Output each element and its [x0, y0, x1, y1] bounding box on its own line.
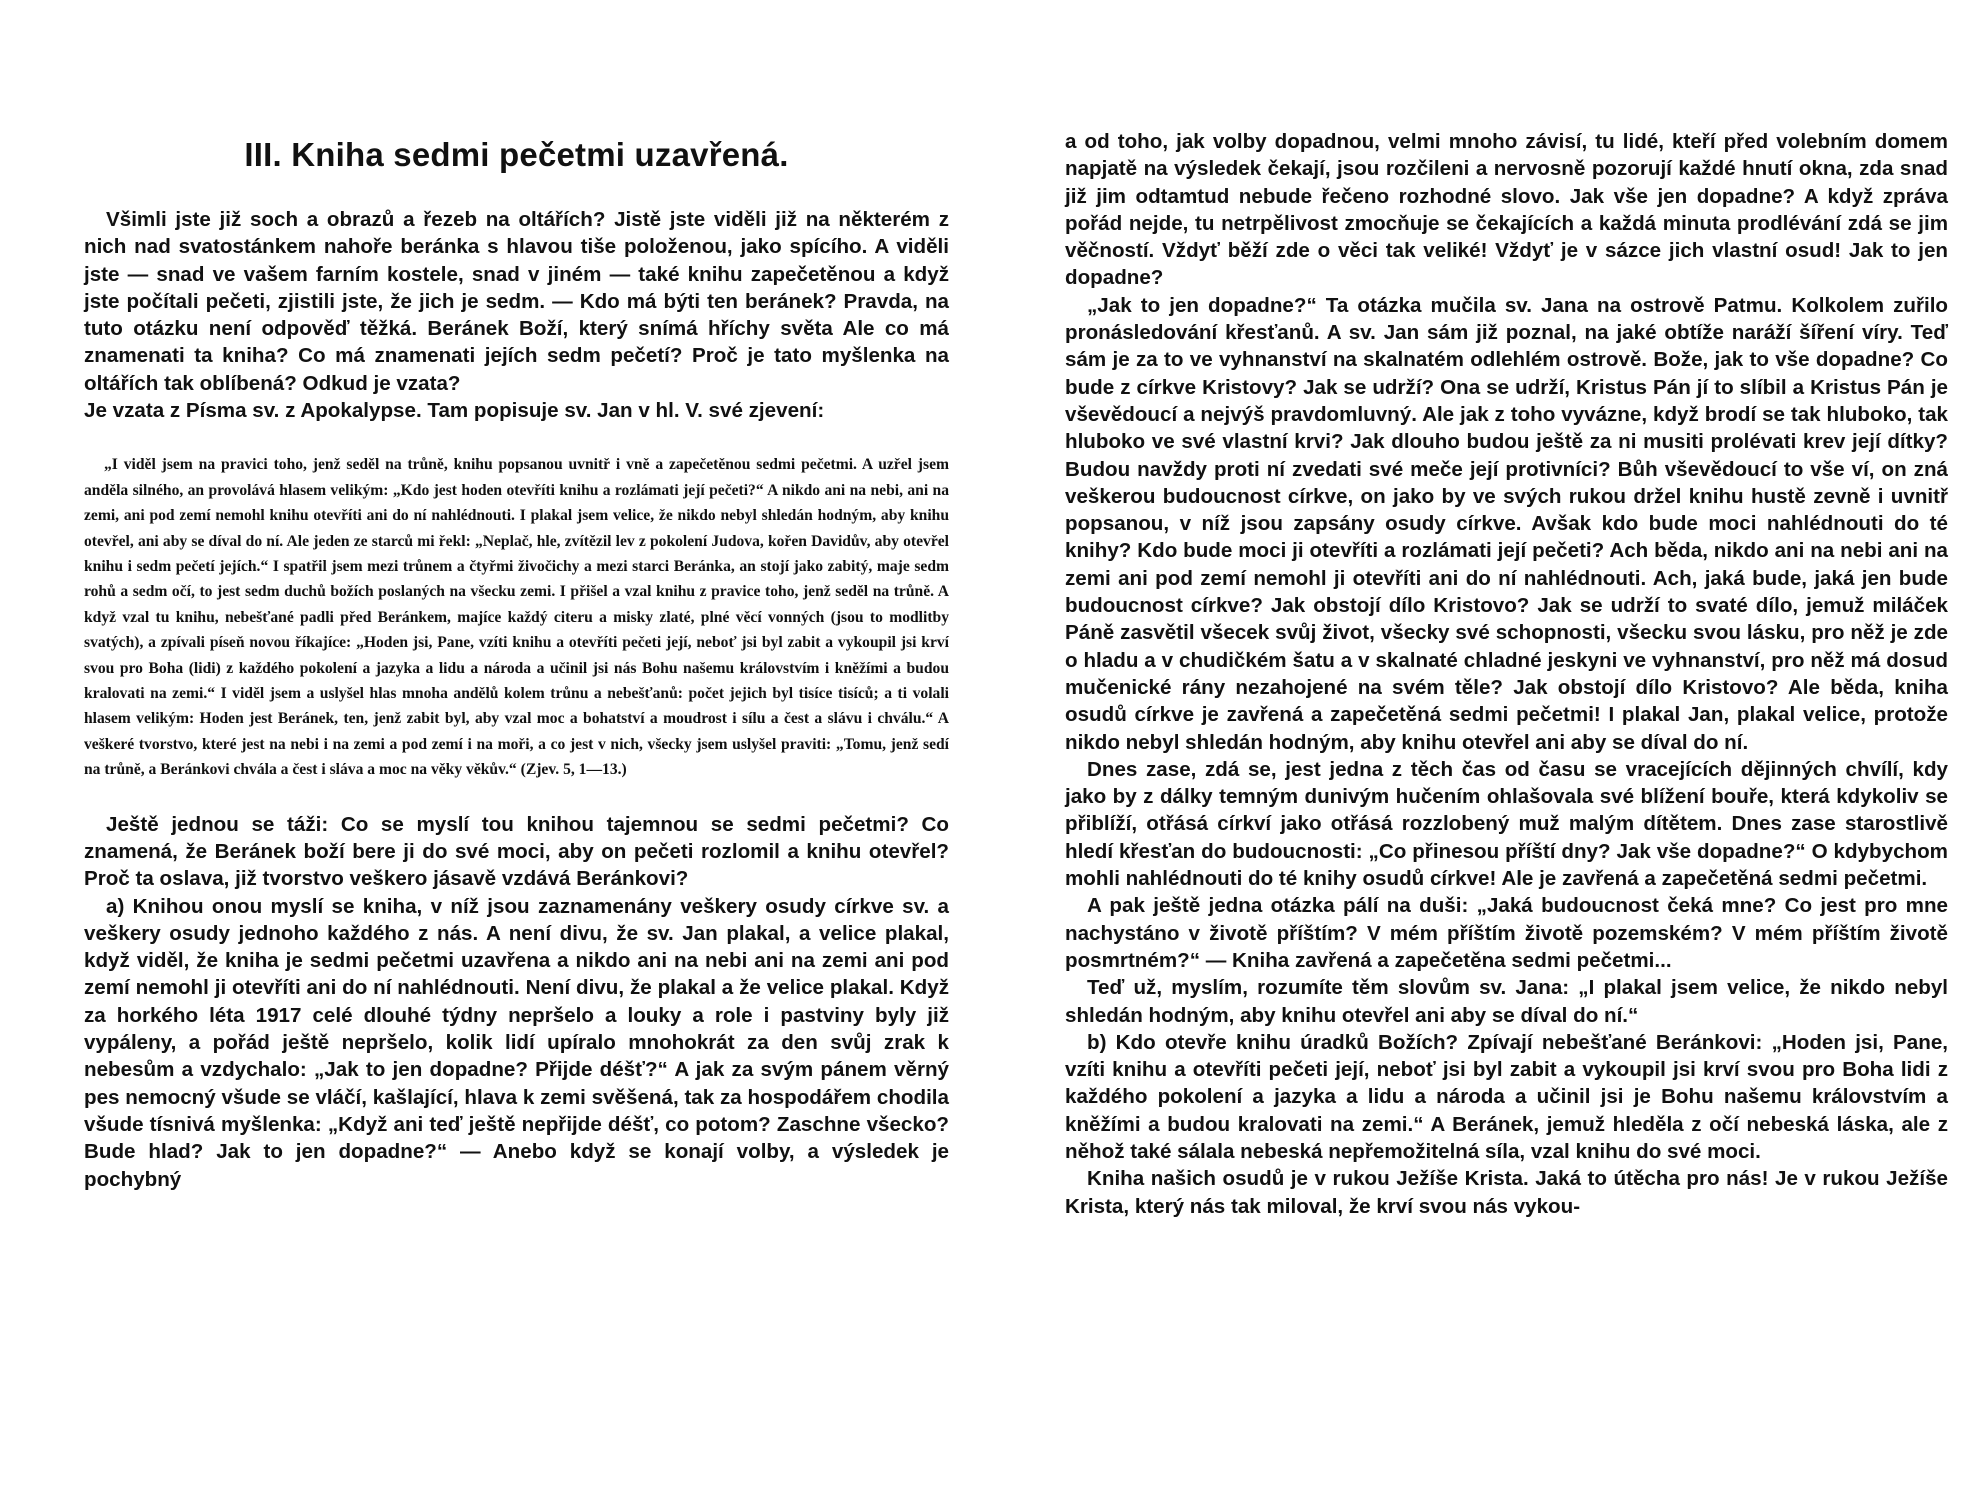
chapter-title: III. Kniha sedmi pečetmi uzavřená. [244, 136, 789, 173]
right-body [1065, 128, 1948, 1220]
left-body-bottom [84, 811, 949, 1193]
paragraph: Ještě jednou se táži: Co se myslí tou knihou tajemnou se sedmi pečetmi? Co znamená, že Beránek boží bere ji do své moci, aby on pečeti rozlomil a knihu otevřel? Proč ta oslava, již tvorstvo veškero jásavě vzdává Beránkovi? [84, 812, 949, 891]
paragraph: a od toho, jak volby dopadnou, velmi mnoho závisí, tu lidé, kteří před volebním domem napjatě na výsledek čekají, jsou rozčileni a nervosně pozorují každé hnutí okna, zda snad již jim odtamtud nebude řečeno rozhodné slovo. Jak vše jen dopadne? A když zpráva pořád nejde, tu netrpělivost zmocňuje se čekajících a každá minuta prodlévání zdá se jim věčností. Vždyť běží zde o věci tak veliké! Vždyť je v sázce jich vlastní osud! Jak to jen dopadne? [1065, 130, 1948, 290]
right-page [989, 0, 1978, 1500]
left-body-top [84, 206, 949, 424]
paragraph: a) Knihou onou myslí se kniha, v níž jsou zaznamenány veškery osudy církve sv. a veškery osudy jednoho každého z nás. A není divu, že sv. Jan plakal, a velice plakal, když viděl, že kniha je sedmi pečetmi uzavřena a nikdo ani na nebi ani na zemi ani pod zemí nemohl ji otevříti ani do ní nahlédnouti. Není divu, že plakal a že velice plakal. Když za horkého léta 1917 celé dlouhé týdny nepršelo a louky a role i pastviny byly již vypáleny, a pořád ještě nepršelo, kolik lidí upíralo mnohokrát za den svůj zrak k nebesům a vzdychalo: „Jak to jen dopadne? Přijde déšť?“ A jak za svým pánem věrný pes nemocný všude se vláčí, kašlající, hlava k zemi svěšená, tak za hospodářem chodila všude tísnivá myšlenka: „Když ani teď ještě nepřijde déšť, co potom? Zaschne všecko? Bude hlad? Jak to jen dopadne?“ — Anebo když se konají volby, a výsledek je pochybný [84, 894, 949, 1191]
paragraph: Je vzata z Písma sv. z Apokalypse. Tam popisuje sv. Jan v hl. V. své zjevení: [84, 399, 825, 423]
paragraph: b) Kdo otevře knihu úradků Božích? Zpívají nebešťané Beránkovi: „Hoden jsi, Pane, vzíti knihu a otevříti pečeti její, neboť jsi byl zabit a vykoupil jsi krví svou pro Boha lidi z každého pokolení a jazyka a lidu a národa a učinil jsi je Bohu našemu královstvím a kněžími a budou kralovati na zemi.“ A Beránek, jemuž hleděla z očí nebeská láska, ale z něhož také sálala nebeská nepřemožitelná síla, vzal knihu do své moci. [1065, 1030, 1948, 1163]
paragraph: Všimli jste již soch a obrazů a řezeb na oltářích? Jistě jste viděli již na některém z nich nad svatostánkem nahoře beránka s hlavou tiše položenou, jako spícího. A viděli jste — snad ve vašem farním kostele, snad v jiném — také knihu zapečetěnou a když jste počítali pečeti, zjistili jste, že jich je sedm. — Kdo má býti ten beránek? Pravda, na tuto otázku není odpověď těžká. Beránek Boží, který snímá hříchy světa Ale co má znamenati ta kniha? Co má znamenati jejích sedm pečetí? Proč je tato myšlenka na oltářích tak oblíbená? Odkud je vzata? [84, 208, 949, 395]
paragraph: Kniha našich osudů je v rukou Ježíše Krista. Jaká to útěcha pro nás! Je v rukou Ježíše Krista, který nás tak miloval, že krví svou nás vykou- [1065, 1167, 1948, 1218]
paragraph: „Jak to jen dopadne?“ Ta otázka mučila sv. Jana na ostrově Patmu. Kolkolem zuřilo pronásledování křesťanů. A sv. Jan sám již poznal, na jaké obtíže naráží šíření víry. Teď sám je za to ve vyhnanství na skalnatém odlehlém ostrově. Bože, jak to vše dopadne? Co bude z církve Kristovy? Jak se udrží? Ona se udrží, Kristus Pán jí to slíbil a Kristus Pán je vševědoucí a nejvýš pravdomluvný. Ale jak z toho vyvázne, když brodí se tak hluboko, tak hluboko ve své vlastní krvi? Jak dlouho budou ještě za ni musiti prolévati krev její dítky? Budou navždy proti ní zvedati své meče její protivníci? Bůh vševědoucí to vše ví, on zná veškerou budoucnost církve, on jako by ve svých rukou držel knihu hustě zevně i uvnitř popsanou, v níž jsou zapsány osudy církve. Avšak kdo bude moci nahlédnouti do té knihy? Kdo bude moci ji otevříti a rozlámati její pečeti? Ach běda, nikdo ani na nebi ani na zemi ani pod zemí nemohl ji otevříti ani do ní nahlédnouti. Ach, jaká bude, jaká jen bude budoucnost církve? Jak obstojí dílo Kristovo? Jak se udrží to svaté dílo, jemuž miláček Páně zasvětil všecek svůj život, všecky své schopnosti, všecku svou lásku, pro něž je zde o hladu a v chudičkém šatu a v skalnaté chladné jeskyni ve vyhnanství, pro něž má dosud mučenické rány nezahojené na svém těle? Jak obstojí dílo Kristovo? Ale běda, kniha osudů církve je zavřená a zapečetěná sedmi pečetmi! I plakal Jan, plakal velice, protože nikdo nebyl shledán hodným, aby knihu otevřel ani aby se díval do ní. [1065, 293, 1948, 754]
paragraph: Dnes zase, zdá se, jest jedna z těch čas od času se vracejících dějinných chvílí, kdy jako by z dálky temným dunivým hučením ohlašovala své blížení bouře, která kdykoliv se přiblíží, otřásá církví jako otřásá rozzlobený muž malým dítětem. Dnes zase starostlivě hledí křesťan do budoucnosti: „Co přinesou příští dny? Jak vše dopadne?“ O kdybychom mohli nahlédnouti do té knihy osudů církve! Ale je zavřená a zapečetěná sedmi pečetmi. [1065, 757, 1948, 891]
paragraph: A pak ještě jedna otázka pálí na duši: „Jaká budoucnost čeká mne? Co jest pro mne nachystáno v životě příštím? V mém příštím životě pozemském? V mém příštím životě posmrtném?“ — Kniha zavřená a zapečetěna sedmi pečetmi... [1065, 894, 1948, 972]
paragraph: Teď už, myslím, rozumíte těm slovům sv. Jana: „I plakal jsem velice, že nikdo nebyl shledán hodným, aby knihu otevřel ani aby se díval do ní.“ [1065, 976, 1948, 1027]
scripture-quote: „I viděl jsem na pravici toho, jenž seděl na trůně, knihu popsanou uvnitř i vně a zapečetěnou sedmi pečetmi. A uzřel jsem anděla silného, an provolává hlasem velikým: „Kdo jest hoden otevříti knihu a rozlámati její pečeti?“ A nikdo ani na nebi, ani na zemi, ani pod zemí nemohl knihu otevříti ani do ní nahlédnouti. I plakal jsem velice, že nikdo nebyl shledán hodným, aby knihu otevřel, ani aby se díval do ní. Ale jeden ze starců mi řekl: „Neplač, hle, zvítězil lev z pokolení Judova, kořen Davidův, aby otevřel knihu i sedm pečetí jejích.“ I spatřil jsem mezi trůnem a čtyřmi živočichy a mezi starci Beránka, an stojí jako zabitý, maje sedm rohů a sedm očí, to jest sedm duchů božích poslaných na všecku zemi. I přišel a vzal knihu z pravice toho, jenž seděl na trůně. A když vzal tu knihu, nebešťané padli před Beránkem, majíce každý citeru a misky zlaté, plné věcí vonných (jsou to modlitby svatých), a zpívali píseň novou říkajíce: „Hoden jsi, Pane, vzíti knihu a otevříti pečeti její, neboť jsi byl zabit a vykoupil jsi krví svou pro Boha (lidi) z každého pokolení a jazyka a lidu a národa a učinil jsi nás Bohu našemu královstvím i kněžími a budou kralovati na zemi.“ I viděl jsem a uslyšel hlas mnoha andělů kolem trůnu a nebešťanů: počet jejich byl tisíce tisíců; a ti volali hlasem velikým: Hoden jest Beránek, ten, jenž zabit byl, aby vzal moc a bohatství a moudrost i sílu a čest a slávu i chválu.“ A veškeré tvorstvo, které jest na nebi i na zemi a pod zemí i na moři, a co jest v nich, všecky jsem uslyšel praviti: „Tomu, jenž sedí na trůně, a Beránkovi chvála a čest i sláva a moc na věky věkův.“ (Zjev. 5, 1—13.) [84, 456, 949, 779]
